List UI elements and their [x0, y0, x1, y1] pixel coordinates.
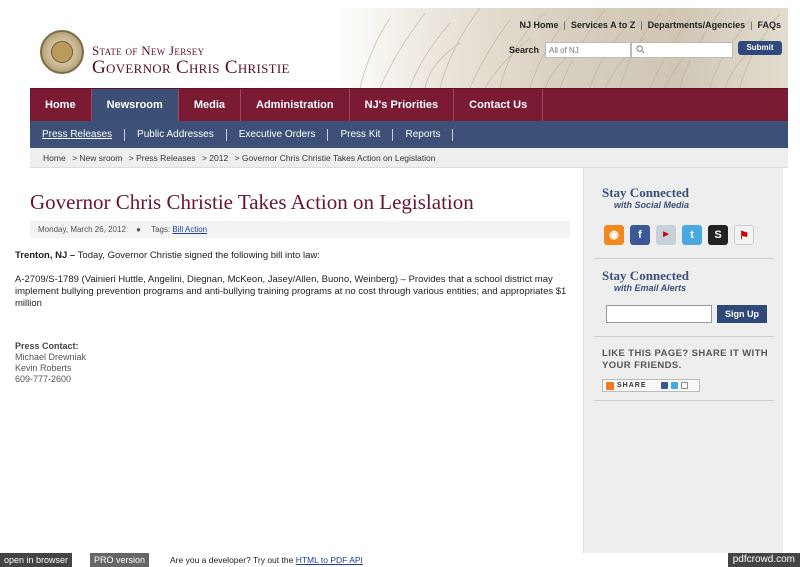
rss-icon[interactable]: ◉	[604, 225, 624, 245]
article-body	[15, 250, 570, 322]
nav-contact-us[interactable]: Contact Us	[454, 89, 543, 122]
share-button[interactable]	[602, 379, 700, 392]
pdfcrowd-logo[interactable]: pdfcrowd.com	[728, 553, 800, 567]
sidebar-divider	[594, 400, 774, 401]
email-field[interactable]	[606, 305, 712, 323]
separator: |	[640, 20, 643, 30]
breadcrumb-home[interactable]: Home	[43, 153, 66, 163]
tags-label: Tags:	[151, 225, 171, 234]
article-date: Monday, March 26, 2012	[38, 225, 126, 234]
nav-administration[interactable]: Administration	[241, 89, 350, 122]
email-subtitle: with Email Alerts	[614, 283, 687, 293]
nav-newsroom[interactable]: Newsroom	[92, 89, 179, 122]
press-contact	[15, 341, 86, 385]
search-label: Search	[509, 45, 540, 55]
separator: |	[750, 20, 753, 30]
developer-text: Are you a developer? Try out the	[170, 555, 296, 565]
twitter-icon[interactable]: t	[682, 225, 702, 245]
nav-nj-priorities[interactable]: NJ's Priorities	[350, 89, 455, 122]
twitter-mini-icon	[671, 382, 678, 389]
open-in-browser-button[interactable]: open in browser	[0, 553, 72, 567]
services-a-to-z-link[interactable]: Services A to Z	[570, 20, 636, 30]
tag-bill-action-link[interactable]: Bill Action	[172, 225, 208, 234]
share-prompt: LIKE THIS PAGE? SHARE IT WITH YOUR FRIENDS.	[602, 348, 769, 371]
press-contact-label: Press Contact:	[15, 341, 79, 351]
dateline: Trenton, NJ –	[15, 250, 76, 261]
separator: |	[563, 20, 566, 30]
sidebar-divider	[594, 336, 774, 337]
email-mini-icon	[681, 382, 688, 389]
contact-phone: 609-777-2600	[15, 374, 72, 384]
social-title: Stay Connected	[602, 185, 690, 200]
search-input[interactable]	[631, 42, 733, 58]
share-plus-icon	[606, 382, 614, 390]
social-icons	[604, 225, 754, 245]
intro-text: Today, Governor Christie signed the following bill into law:	[75, 250, 320, 261]
pro-version-button[interactable]: PRO version	[90, 553, 149, 567]
nj-seal-logo[interactable]	[40, 30, 84, 74]
social-subtitle: with Social Media	[614, 200, 690, 210]
facebook-icon[interactable]: f	[630, 225, 650, 245]
article-intro	[15, 250, 570, 262]
subnav-press-kit[interactable]: Press Kit	[328, 129, 393, 141]
main-content	[15, 168, 583, 553]
sidebar	[583, 168, 783, 553]
pdfcrowd-footer	[0, 553, 800, 567]
search-scope-select[interactable]	[545, 42, 631, 58]
nj-home-link[interactable]: NJ Home	[519, 20, 559, 30]
bullet-separator: ●	[136, 225, 141, 234]
developer-note	[170, 553, 363, 567]
page-title: Governor Chris Christie Takes Action on Legislation	[30, 190, 474, 214]
breadcrumb-press-releases[interactable]: > Press Releases	[128, 153, 196, 163]
state-title: State of New Jersey	[92, 43, 205, 58]
governor-title[interactable]: Governor Chris Christie	[92, 57, 290, 78]
flickr-icon[interactable]: ⚑	[734, 225, 754, 245]
breadcrumb	[30, 148, 788, 168]
email-title: Stay Connected	[602, 268, 690, 283]
share-label: SHARE	[617, 382, 647, 389]
bill-description: A-2709/S-1789 (Vainieri Huttle, Angelini, Diegnan, McKeon, Jasey/Allen, Buono, Weinberg) – Provides that a school district may implement bullying prevention programs and anti-bullying training programs at no cost through various entities; and appropriates $1 million	[15, 274, 567, 309]
article-meta	[30, 221, 570, 238]
breadcrumb-2012[interactable]: > 2012	[201, 153, 229, 163]
scribd-icon[interactable]: S	[708, 225, 728, 245]
html-to-pdf-api-link[interactable]: HTML to PDF API	[295, 555, 363, 565]
main-nav	[30, 88, 788, 121]
sub-nav	[30, 121, 788, 148]
nav-home[interactable]: Home	[30, 89, 92, 122]
departments-agencies-link[interactable]: Departments/Agencies	[647, 20, 746, 30]
contact-name: Kevin Roberts	[15, 363, 72, 373]
subnav-public-addresses[interactable]: Public Addresses	[125, 129, 227, 141]
youtube-icon[interactable]: ▶	[656, 225, 676, 245]
search-icon	[636, 45, 645, 54]
sidebar-divider	[594, 258, 774, 259]
subnav-press-releases[interactable]: Press Releases	[30, 129, 125, 141]
search-submit-button[interactable]: Submit	[738, 41, 782, 55]
faqs-link[interactable]: FAQs	[757, 20, 781, 30]
sign-up-button[interactable]: Sign Up	[717, 305, 767, 323]
facebook-mini-icon	[661, 382, 668, 389]
subnav-executive-orders[interactable]: Executive Orders	[227, 129, 329, 141]
utility-links	[515, 20, 786, 30]
nav-media[interactable]: Media	[179, 89, 241, 122]
subnav-reports[interactable]: Reports	[393, 129, 453, 141]
contact-name: Michael Drewniak	[15, 352, 87, 362]
breadcrumb-current: > Governor Chris Christie Takes Action on Legislation	[234, 153, 436, 163]
breadcrumb-newsroom[interactable]: > New sroom	[72, 153, 123, 163]
